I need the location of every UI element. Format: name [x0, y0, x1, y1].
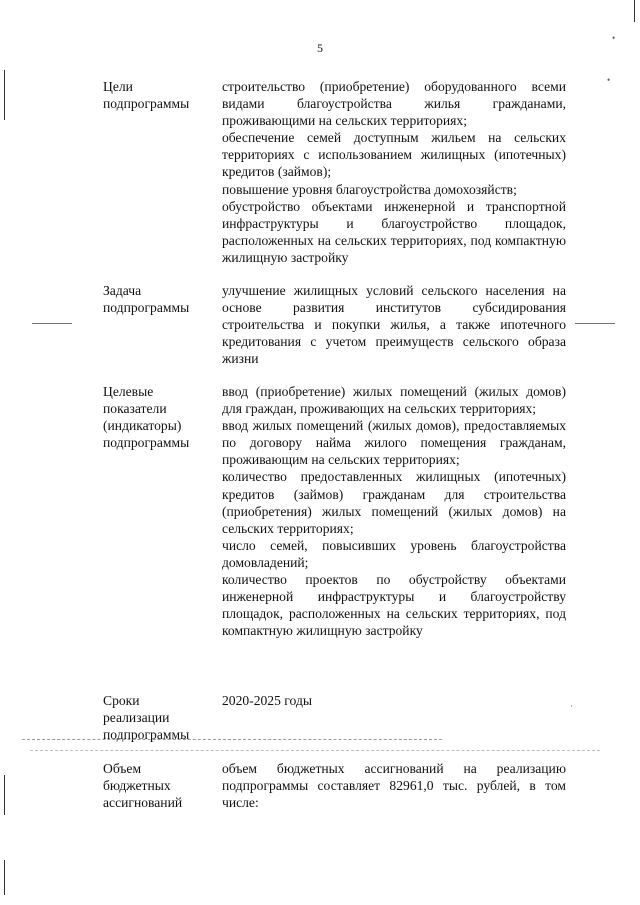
indicator-paragraph: количество предоставленных жилищных (ипотечных) кредитов (займов) гражданам для строительства (приобретения) жилых помещений (жилых домов) на сельских территориях; — [222, 469, 566, 536]
indicator-paragraph: ввод (приобретение) жилых помещений (жилых домов) для граждан, проживающих на сельских территориях; — [222, 384, 566, 417]
section-label-budget: Объем бюджетных ассигнований — [103, 761, 183, 811]
task-paragraph: улучшение жилищных условий сельского населения на основе развития институтов субсидирования строительства и покупки жилья, а также ипотечного кредитования с учетом преимуществ сельского образа жизни — [222, 283, 566, 367]
indicator-paragraph: количество проектов по обустройству объектами инженерной инфраструктуры и благоустройству площадок, расположенных на сельских территориях, под компактную жилищную застройку — [222, 572, 566, 639]
scan-artifact-line — [575, 323, 615, 324]
section-content-budget — [222, 760, 566, 811]
section-label-indicators: Целевые показатели (индикаторы) подпрограммы — [103, 384, 190, 451]
scan-artifact-dashed-line — [30, 750, 600, 751]
section-label-task: Задача подпрограммы — [103, 283, 190, 316]
scan-edge-mark — [4, 775, 5, 815]
section-content-timing — [222, 692, 566, 709]
page-number: 5 — [317, 41, 323, 55]
indicator-paragraph: ввод жилых помещений (жилых домов), предоставляемых по договору найма жилого помещения гражданам, проживающим на сельских территориях; — [222, 418, 566, 468]
goal-paragraph: обустройство объектами инженерной и транспортной инфраструктуры и благоустройство площадок, расположенных на сельских территориях, под компактную жилищную застройку — [222, 198, 566, 265]
section-label-timing: Сроки реализации подпрограммы — [103, 693, 190, 743]
scan-artifact-line — [32, 323, 72, 324]
scan-speck: • — [612, 33, 616, 43]
timing-paragraph: 2020-2025 годы — [222, 693, 312, 708]
indicator-paragraph: число семей, повысивших уровень благоустройства домовладений; — [222, 537, 566, 570]
scan-edge-mark — [4, 70, 5, 120]
budget-paragraph: объем бюджетных ассигнований на реализацию подпрограммы составляет 82961,0 тыс. рублей, в том числе: — [222, 761, 566, 811]
goal-paragraph: строительство (приобретение) оборудованного всеми видами благоустройства жилья гражданами, проживающими на сельских территориях; — [222, 79, 566, 129]
goal-paragraph: повышение уровня благоустройства домохозяйств; — [222, 181, 517, 197]
goal-paragraph: обеспечение семей доступным жильем на сельских территориях с использованием жилищных (ипотечных) кредитов (займов); — [222, 130, 566, 180]
scan-edge-mark — [634, 0, 635, 22]
section-label-goals: Цели подпрограммы — [103, 79, 190, 112]
section-content-goals — [222, 78, 566, 266]
scan-speck: • — [607, 75, 611, 85]
scan-speck: · — [570, 701, 573, 711]
scan-artifact-dashed-line — [22, 739, 442, 740]
scan-edge-mark — [4, 860, 5, 895]
section-content-task — [222, 282, 566, 367]
section-content-indicators — [222, 383, 566, 639]
